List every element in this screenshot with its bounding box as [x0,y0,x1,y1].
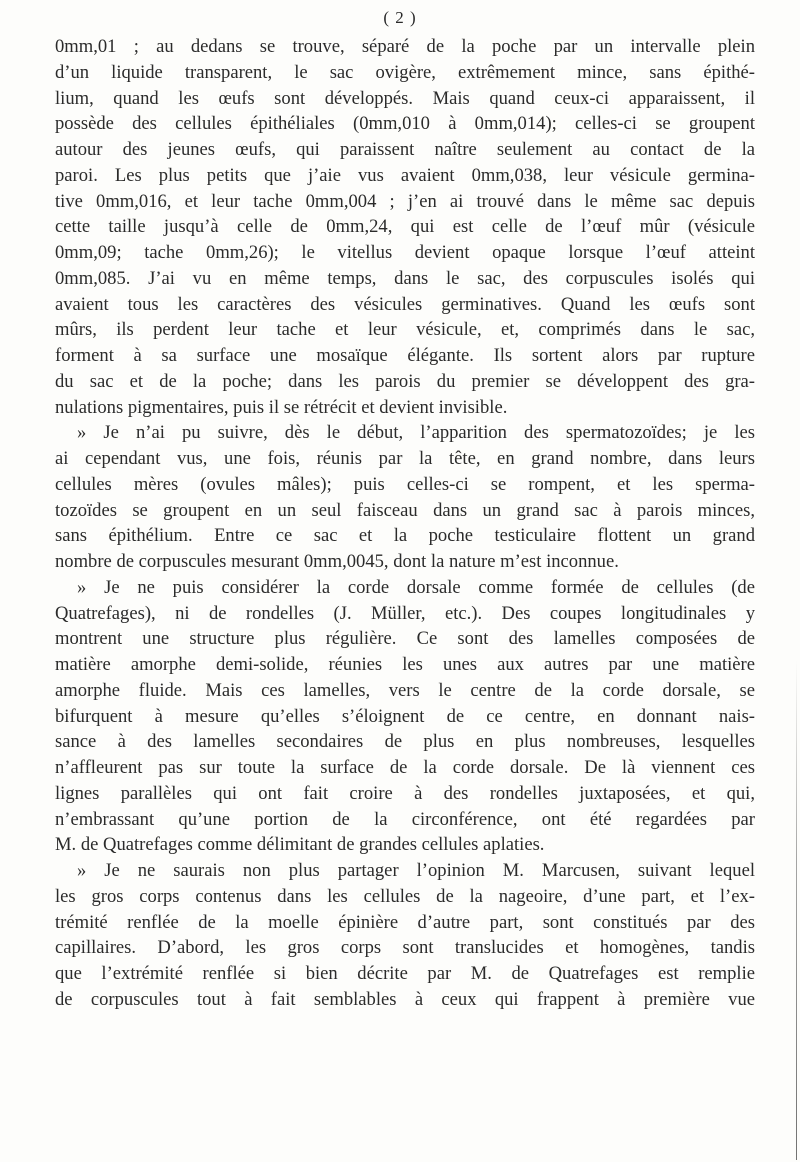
text-line: sans épithélium. Entre ce sac et la poche testiculaire flottent un grand [55,525,755,547]
text-line: nombre de corpuscules mesurant 0mm,0045, dont la nature m’est inconnue. [55,551,619,572]
text-line: » Je ne saurais non plus partager l’opinion M. Marcusen, suivant lequel [77,860,755,881]
text-line: mûrs, ils perdent leur tache et leur vésicule, et, comprimés dans le sac, [55,319,755,341]
text-line: possède des cellules épithéliales (0mm,010 à 0mm,014); celles-ci se groupent [55,113,755,135]
text-line: sance à des lamelles secondaires de plus en plus nombreuses, lesquelles [55,731,755,753]
text-line: cette taille jusqu’à celle de 0mm,24, qui est celle de l’œuf mûr (vésicule [55,216,755,238]
text-line: tive 0mm,016, et leur tache 0mm,004 ; j’en ai trouvé dans le même sac depuis [55,190,755,212]
text-line: n’affleurent pas sur toute la surface de la corde dorsale. De là viennent ces [55,757,755,778]
page-edge-shadow [796,660,797,1160]
text-line: ai cependant vus, une fois, réunis par la tête, en grand nombre, dans leurs [55,448,755,469]
text-line: capillaires. D’abord, les gros corps sont translucides et homogènes, tandis [55,937,755,959]
text-line: 0mm,085. J’ai vu en même temps, dans le sac, des corpuscules isolés qui [55,267,755,289]
text-line: amorphe fluide. Mais ces lamelles, vers le centre de la corde dorsale, se [55,679,755,701]
text-line: lignes parallèles qui ont fait croire à des rondelles juxtaposées, et qui, [55,782,755,804]
body-text [55,34,755,1013]
text-line: lium, quand les œufs sont développés. Mais quand ceux-ci apparaissent, il [55,87,755,109]
text-line: d’un liquide transparent, le sac ovigère, extrêmement mince, sans épithé- [55,61,755,83]
text-line: tozoïdes se groupent en un seul faisceau dans un grand sac à parois minces, [55,499,755,521]
text-line: bifurquent à mesure qu’elles s’éloignent de ce centre, en donnant nais- [55,705,755,727]
text-line: paroi. Les plus petits que j’aie vus avaient 0mm,038, leur vésicule germina- [55,164,755,186]
text-line: M. de Quatrefages comme délimitant de grandes cellules aplaties. [55,834,545,856]
text-line: n’embrassant qu’une portion de la circonférence, ont été regardées par [55,808,755,830]
text-line: » Je ne puis considérer la corde dorsale comme formée de cellules (de [77,576,755,598]
text-line: 0mm,01 ; au dedans se trouve, séparé de la poche par un intervalle plein [55,36,755,57]
text-line: » Je n’ai pu suivre, dès le début, l’apparition des spermatozoïdes; je les [77,422,755,444]
text-line: forment à sa surface une mosaïque élégante. Ils sortent alors par rupture [55,345,755,366]
text-line: que l’extrémité renflée si bien décrite par M. de Quatrefages est remplie [55,963,755,984]
text-line: autour des jeunes œufs, qui paraissent naître seulement au contact de la [55,139,755,160]
text-line: matière amorphe demi-solide, réunies les unes aux autres par une matière [55,654,755,675]
text-line: montrent une structure plus régulière. Ce sont des lamelles composées de [55,628,755,650]
text-line: du sac et de la poche; dans les parois du premier se développent des gra- [55,370,755,392]
text-line: nulations pigmentaires, puis il se rétrécit et devient invisible. [55,396,508,418]
text-line: de corpuscules tout à fait semblables à ceux qui frappent à première vue [55,988,755,1010]
text-line: les gros corps contenus dans les cellules de la nageoire, d’une part, et l’ex- [55,885,755,907]
page-number: ( 2 ) [383,8,417,27]
text-line: 0mm,09; tache 0mm,26); le vitellus devient opaque lorsque l’œuf atteint [55,242,755,263]
text-line: avaient tous les caractères des vésicules germinatives. Quand les œufs sont [55,293,755,315]
text-line: trémité renflée de la moelle épinière d’autre part, sont constitués par des [55,911,755,933]
text-line: cellules mères (ovules mâles); puis celles-ci se rompent, et les sperma- [55,473,755,495]
text-line: Quatrefages), ni de rondelles (J. Müller, etc.). Des coupes longitudinales y [55,602,755,624]
